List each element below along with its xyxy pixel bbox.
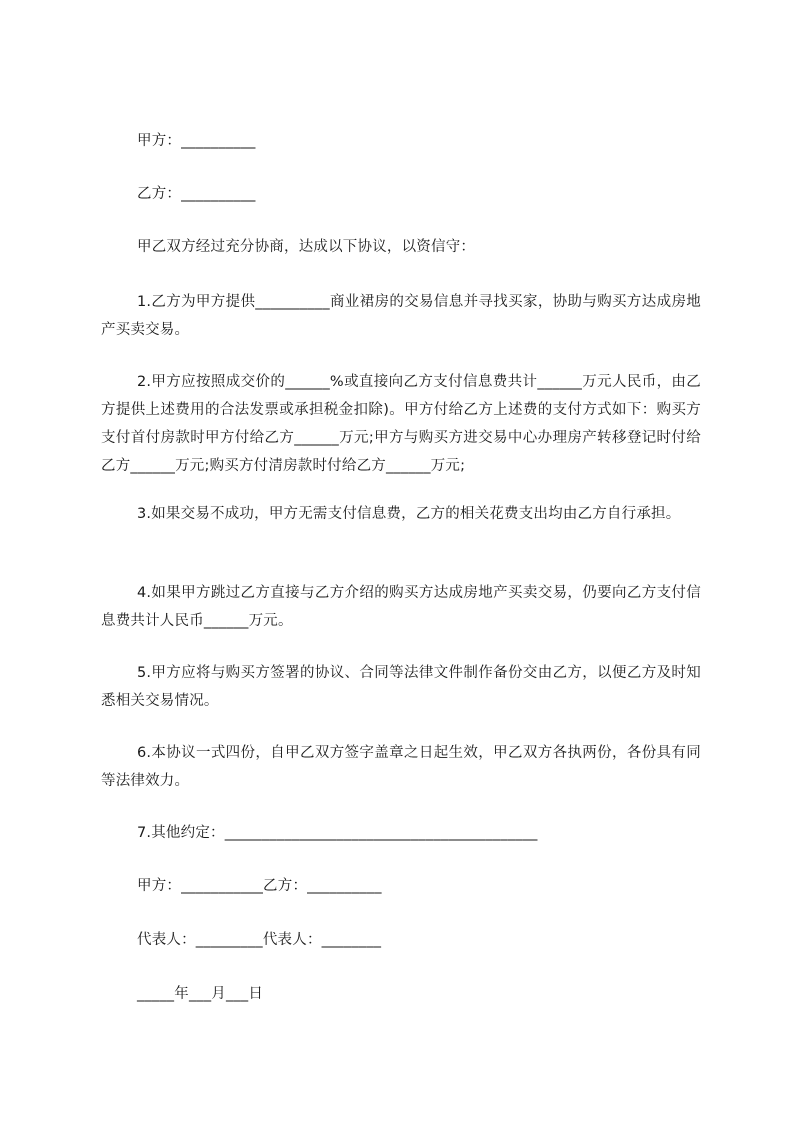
clause-7: 7.其他约定：__________________________________________ bbox=[137, 825, 538, 841]
date-line: _____年___月___日 bbox=[137, 986, 264, 1002]
clause-1: 1.乙方为甲方提供__________商业裙房的交易信息并寻找买家，协助与购买方达成房地产买卖交易。 bbox=[101, 294, 701, 338]
clause-3: 3.如果交易不成功，甲方无需支付信息费，乙方的相关花费支出均由乙方自行承担。 bbox=[137, 506, 681, 522]
signature-parties-line: 甲方：___________乙方：__________ bbox=[137, 878, 382, 894]
party-a-line: 甲方：__________ bbox=[137, 133, 256, 149]
party-b-line: 乙方：__________ bbox=[137, 186, 256, 202]
clause-5: 5.甲方应将与购买方签署的协议、合同等法律文件制作备份交由乙方，以便乙方及时知悉相关交易情况。 bbox=[101, 665, 701, 709]
clause-4: 4.如果甲方跳过乙方直接与乙方介绍的购买方达成房地产买卖交易，仍要向乙方支付信息费共计人民币______万元。 bbox=[101, 585, 701, 629]
intro-paragraph: 甲乙双方经过充分协商，达成以下协议，以资信守： bbox=[137, 239, 476, 255]
clause-6: 6.本协议一式四份，自甲乙双方签字盖章之日起生效，甲乙双方各执两份，各份具有同等法律效力。 bbox=[101, 745, 701, 789]
clause-2: 2.甲方应按照成交价的______%或直接向乙方支付信息费共计______万元人民币，由乙方提供上述费用的合法发票或承担税金扣除)。甲方付给乙方上述费的支付方式如下：购买方支付首付房款时甲方付给乙方______万元;甲方与购买方进交易中心办理房产转移登记时付给乙方______万元;购买方付清房款时付给乙方______万元; bbox=[101, 374, 701, 474]
signature-representatives-line: 代表人：_________代表人：________ bbox=[137, 932, 382, 948]
